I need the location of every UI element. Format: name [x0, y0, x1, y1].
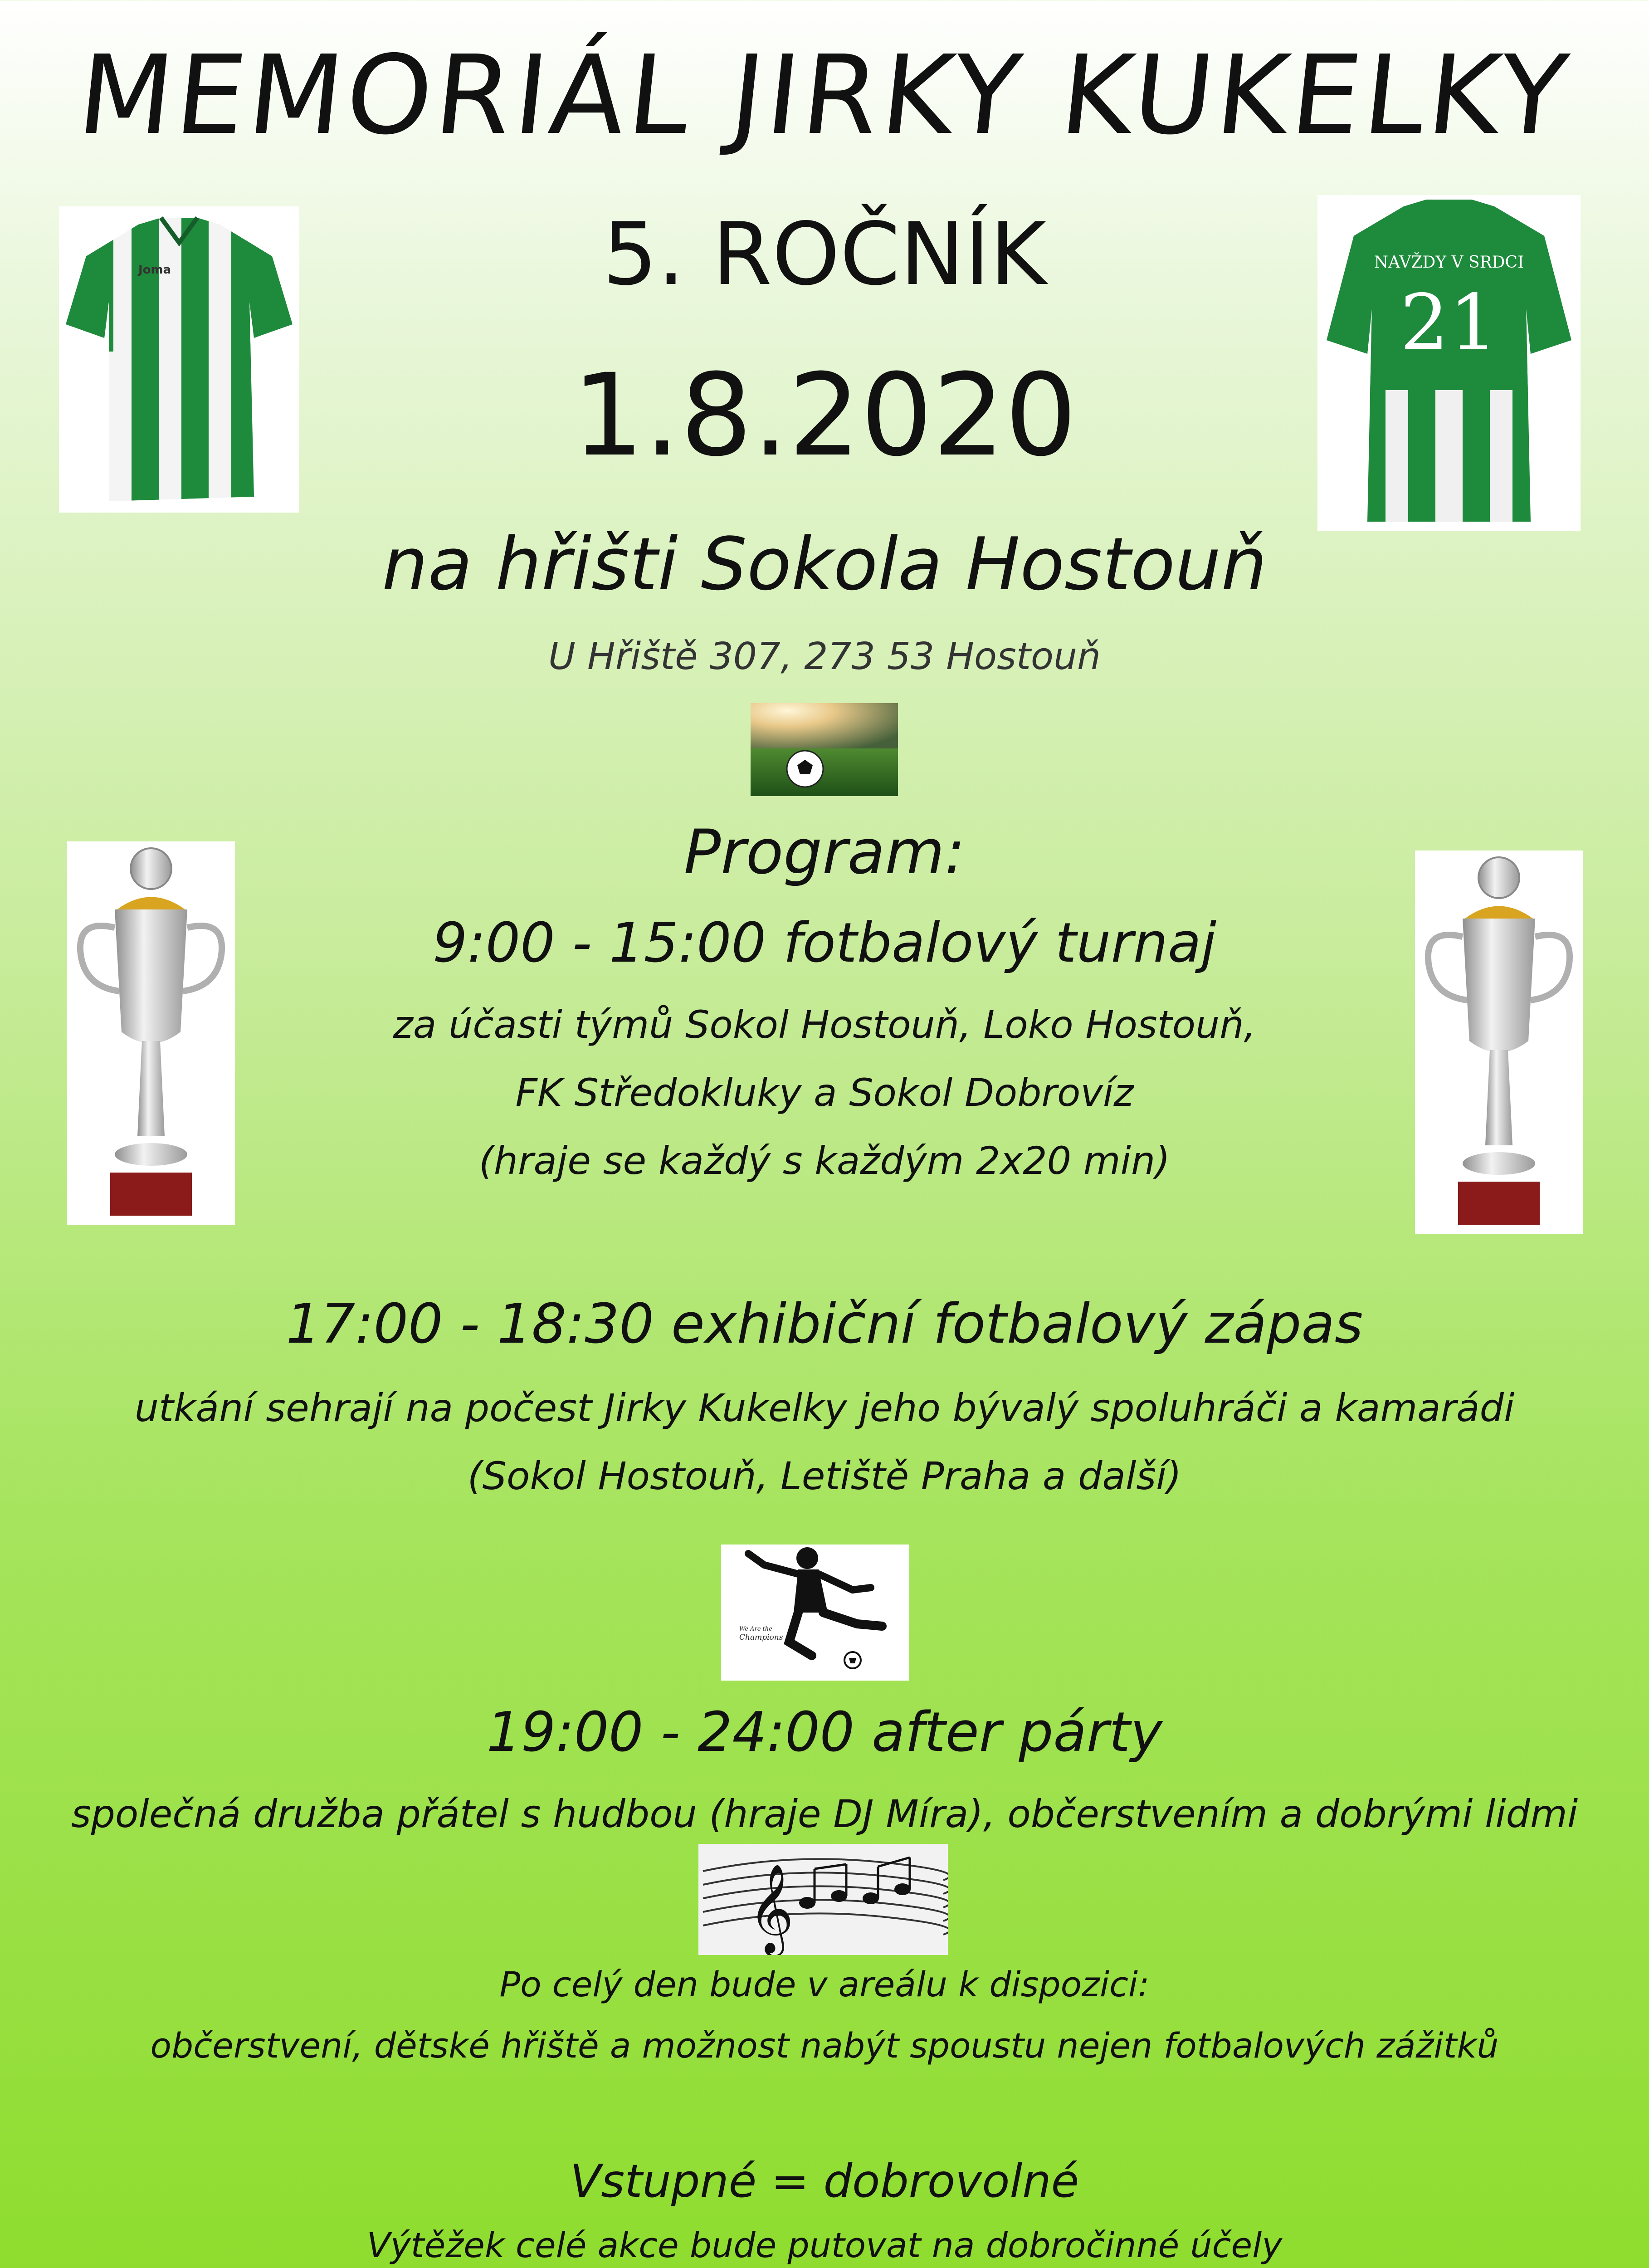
venue-address: U Hřiště 307, 273 53 Hostouň — [548, 635, 1101, 678]
info-line-1: Po celý den bude v areálu k dispozici: — [499, 1964, 1150, 2004]
trophy-left-image — [67, 841, 235, 1225]
jersey-number-text: 21 — [1400, 278, 1498, 368]
trophy-right-image — [1415, 850, 1583, 1234]
program-heading: Program: — [683, 816, 966, 888]
football-field-image — [751, 703, 898, 796]
poster-title: MEMORIÁL JIRKY KUKELKY — [72, 32, 1577, 159]
event-date: 1.8.2020 — [572, 349, 1077, 481]
tournament-line-2: FK Středokluky a Sokol Dobrovíz — [515, 1070, 1134, 1115]
afterparty-title: 19:00 - 24:00 after párty — [486, 1701, 1163, 1764]
jersey-motto-text: NAVŽDY V SRDCI — [1374, 253, 1524, 272]
treble-clef-icon: 𝄞 — [748, 1863, 794, 1953]
exhibition-title: 17:00 - 18:30 exhibiční fotbalový zápas — [286, 1293, 1363, 1356]
jersey-brand-text: Joma — [138, 263, 171, 277]
jersey-right-image — [1317, 195, 1581, 531]
tournament-line-3: (hraje se každý s každým 2x20 min) — [479, 1139, 1170, 1183]
player-caption-2: Champions — [739, 1633, 783, 1642]
info-line-2: občerstvení, dětské hřiště a možnost nabýt spoustu nejen fotbalových zážitků — [150, 2025, 1499, 2066]
tournament-line-1: za účasti týmů Sokol Hostouň, Loko Hostouň, — [393, 1002, 1256, 1047]
exhibition-line-2: (Sokol Hostouň, Letiště Praha a další) — [467, 1454, 1182, 1498]
entry-fee: Vstupné = dobrovolné — [570, 2155, 1079, 2208]
music-notes-image — [698, 1844, 948, 1955]
football-player-image — [721, 1545, 909, 1681]
afterparty-line-1: společná družba přátel s hudbou (hraje DJ Míra), občerstvením a dobrými lidmi — [71, 1792, 1578, 1836]
player-caption-1: We Are the — [739, 1626, 772, 1633]
venue-label: na hřišti Sokola Hostouň — [382, 522, 1267, 606]
tournament-title: 9:00 - 15:00 fotbalový turnaj — [433, 912, 1216, 975]
proceeds-note: Výtěžek celé akce bude putovat na dobročinné účely — [366, 2225, 1283, 2265]
exhibition-line-1: utkání sehrají na počest Jirky Kukelky jeho bývalý spoluhráči a kamarádi — [134, 1386, 1515, 1430]
jersey-left-image — [59, 206, 299, 513]
edition-label: 5. ROČNÍK — [602, 204, 1047, 304]
